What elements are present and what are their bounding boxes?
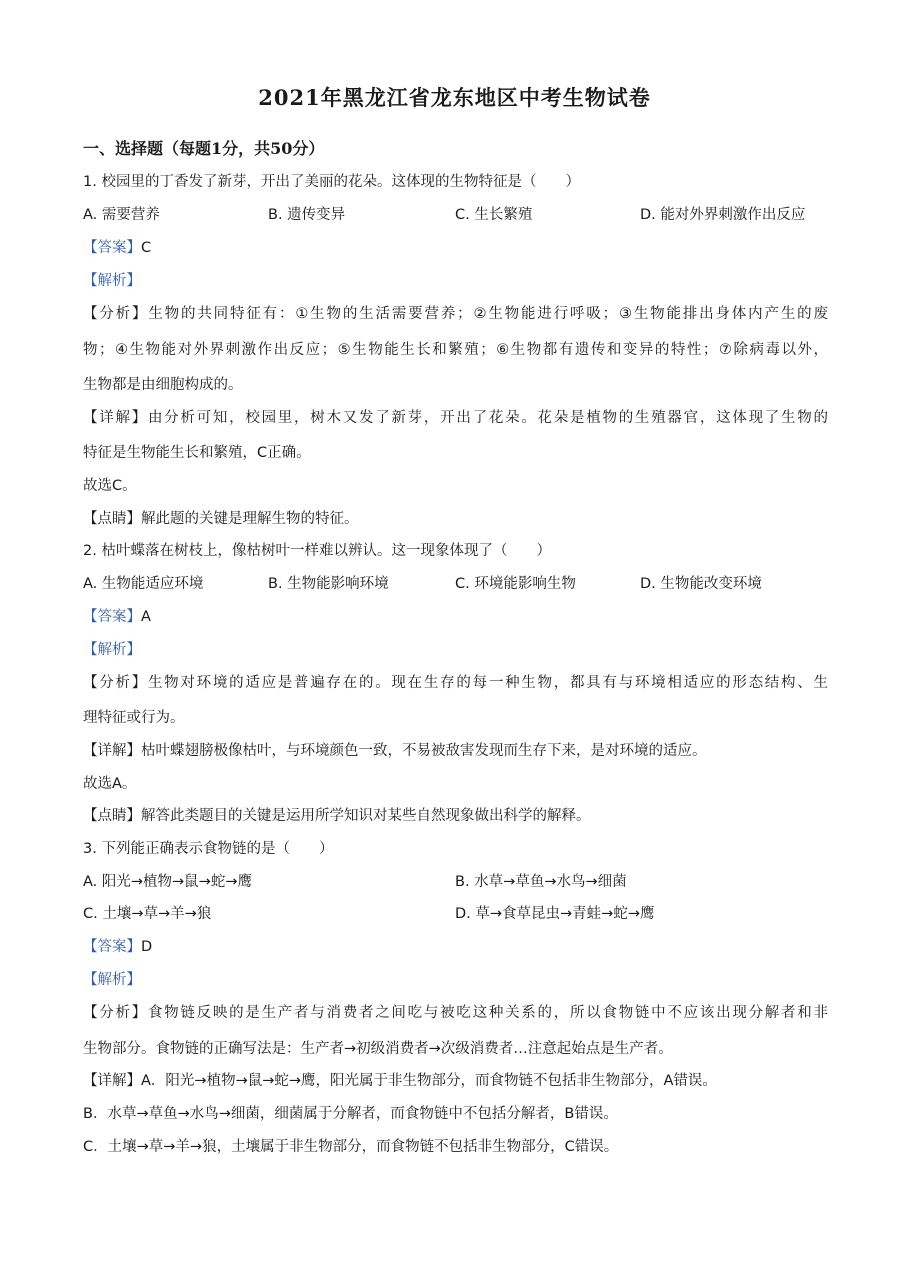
q2-answer [83,607,828,627]
q1-option-b: B. 遗传变异 [268,207,346,223]
q2-fenxi-line-1: 【分析】生物对环境的适应是普遍存在的。现在生存的每一种生物，都具有与环境相适应的形态结构、生 [83,675,829,691]
answer-value: C [141,240,152,256]
dianjing-label: 【点睛】 [83,511,141,527]
q1-option-d: D. 能对外界刺激作出反应 [640,207,806,223]
q1-answer [83,238,828,258]
section-heading: 一、选择题（每题1分，共50分） [83,139,325,158]
q3-option-a: A. 阳光→植物→鼠→蛇→鹰 [83,874,252,890]
q2-option-c: C. 环境能影响生物 [455,576,576,592]
answer-label: 【答案】 [83,240,141,256]
q2-xiangjie-line-1: 【详解】枯叶蝶翅膀极像枯叶，与环境颜色一致，不易被敌害发现而生存下来，是对环境的适应。 [83,743,707,759]
xiangjie-label: 【详解】 [83,410,148,426]
q1-fenxi-line-3: 生物都是由细胞构成的。 [83,377,243,393]
q3-fenxi-line-2: 生物部分。食物链的正确写法是：生产者→初级消费者→次级消费者…注意起始点是生产者。 [83,1041,673,1057]
q3-option-d: D. 草→食草昆虫→青蛙→蛇→鹰 [455,906,655,922]
q1-fenxi-line-2: 物；④生物能对外界刺激作出反应；⑤生物能生长和繁殖；⑥生物都有遗传和变异的特性；⑦除病毒以外， [83,342,828,358]
dianjing-label: 【点睛】 [83,808,141,824]
q2-option-a: A. 生物能适应环境 [83,576,204,592]
page-title: 2021年黑龙江省龙东地区中考生物试卷 [258,85,651,110]
question-1-stem: 1. 校园里的丁香发了新芽，开出了美丽的花朵。这体现的生物特征是（ ） [83,174,580,190]
q1-dianjing: 【点睛】解此题的关键是理解生物的特征。 [83,511,359,527]
q3-xiangjie-line-3: C．土壤→草→羊→狼，土壤属于非生物部分，而食物链不包括非生物部分，C错误。 [83,1139,619,1155]
fenxi-label: 【分析】 [83,1005,148,1021]
answer-label: 【答案】 [83,939,141,955]
q1-analysis-label: 【解析】 [83,273,141,289]
q3-option-c: C. 土壤→草→羊→狼 [83,906,212,922]
q2-analysis-label: 【解析】 [83,642,141,658]
q1-option-a: A. 需要营养 [83,207,160,223]
q1-xiangjie-line-2: 特征是生物能生长和繁殖，C正确。 [83,445,311,461]
q3-analysis-label: 【解析】 [83,972,141,988]
q3-fenxi-line-1: 【分析】食物链反映的是生产者与消费者之间吃与被吃这种关系的，所以食物链中不应该出现分解者和非 [83,1005,829,1021]
q2-fenxi-line-2: 理特征或行为。 [83,710,185,726]
q1-xiangjie-line-1: 【详解】由分析可知，校园里，树木又发了新芽，开出了花朵。花朵是植物的生殖器官，这体现了生物的 [83,410,829,426]
answer-value: D [141,939,153,955]
q1-option-c: C. 生长繁殖 [455,207,533,223]
q1-fenxi-line-1: 【分析】生物的共同特征有：①生物的生活需要营养；②生物能进行呼吸；③生物能排出身体内产生的废 [83,306,829,322]
fenxi-label: 【分析】 [83,675,148,691]
question-3-stem: 3. 下列能正确表示食物链的是（ ） [83,841,334,857]
xiangjie-label: 【详解】 [83,743,141,759]
fenxi-label: 【分析】 [83,306,149,322]
answer-value: A [141,609,151,625]
q2-conclusion: 故选A。 [83,776,137,792]
q2-dianjing: 【点睛】解答此类题目的关键是运用所学知识对某些自然现象做出科学的解释。 [83,808,591,824]
q2-option-d: D. 生物能改变环境 [640,576,762,592]
question-2-stem: 2. 枯叶蝶落在树枝上，像枯树叶一样难以辨认。这一现象体现了（ ） [83,543,551,559]
q3-xiangjie-line-2: B．水草→草鱼→水鸟→细菌，细菌属于分解者，而食物链中不包括分解者，B错误。 [83,1106,618,1122]
q3-answer [83,937,828,957]
xiangjie-label: 【详解】 [83,1073,141,1089]
q3-xiangjie-line-1: 【详解】A．阳光→植物→鼠→蛇→鹰，阳光属于非生物部分，而食物链不包括非生物部分，A错误。 [83,1073,717,1089]
q2-option-b: B. 生物能影响环境 [268,576,389,592]
answer-label: 【答案】 [83,609,141,625]
q3-option-b: B. 水草→草鱼→水鸟→细菌 [455,874,627,890]
q1-conclusion: 故选C。 [83,478,137,494]
